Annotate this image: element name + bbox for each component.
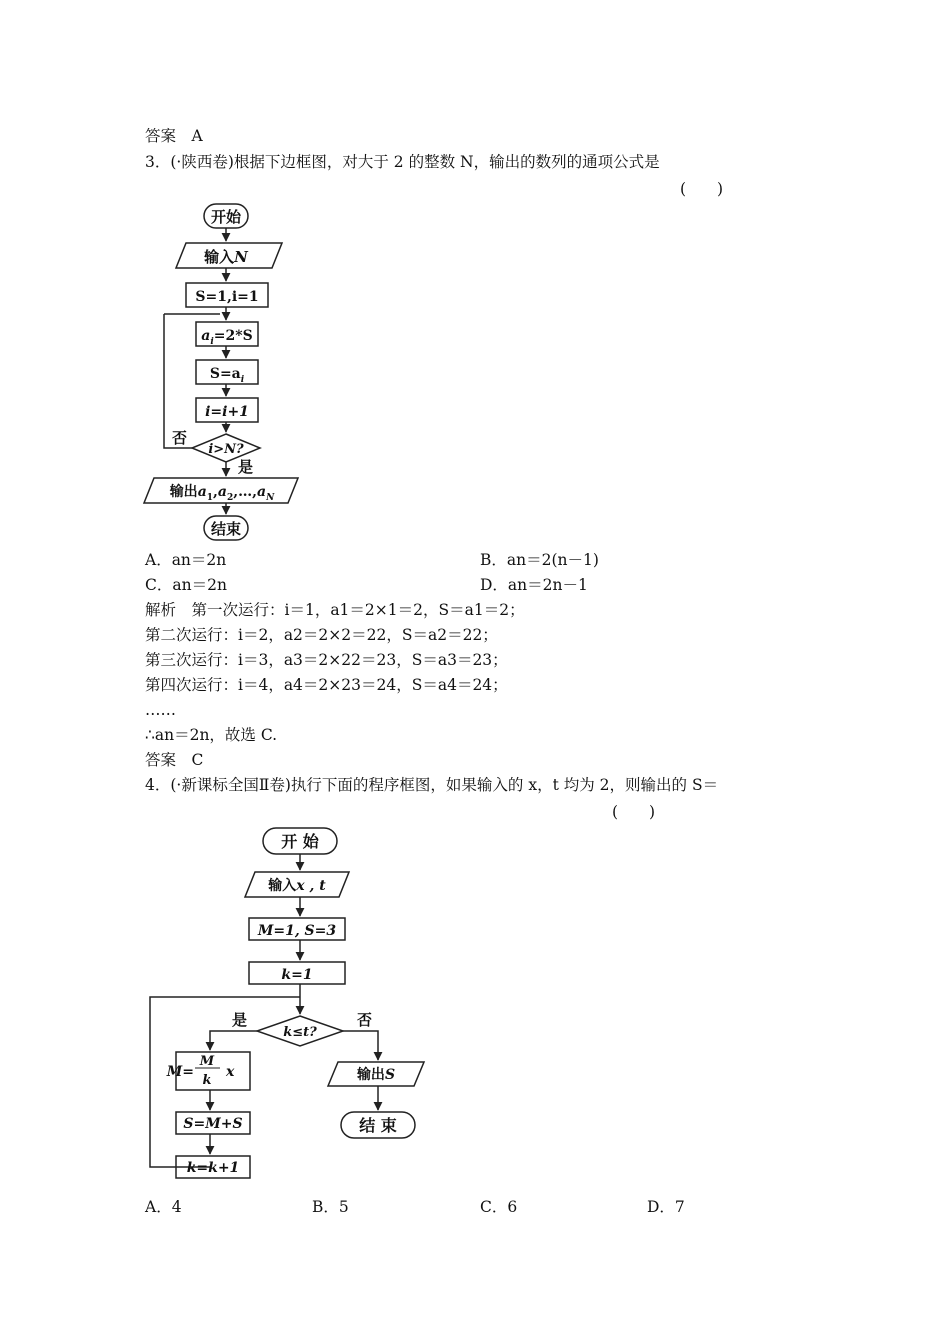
- q4-m-x-label: x: [226, 1064, 235, 1080]
- q4-option-b: B．5: [312, 1198, 349, 1216]
- q3-yes-label: 是: [238, 458, 254, 476]
- q4-answer-paren: ( ): [612, 803, 656, 821]
- q3-assign-s-label: $S=a_i$: [209, 366, 245, 385]
- q3-answer-paren: ( ): [680, 180, 724, 198]
- q4-k-init-label: k=1: [281, 967, 313, 983]
- q3-decision-label: i>N?: [208, 442, 244, 457]
- q4-m-denominator: k: [202, 1073, 212, 1088]
- q3-option-a: A．an＝2n: [145, 551, 227, 569]
- q4-option-a: A．4: [145, 1198, 182, 1216]
- q3-no-label: 否: [172, 429, 188, 447]
- q4-no-label: 否: [357, 1011, 373, 1029]
- q3-input-label: 输入N: [204, 248, 248, 266]
- q3-incr-label: i=i+1: [205, 404, 249, 420]
- q4-stem: 4．(·新课标全国Ⅱ卷)执行下面的程序框图，如果输入的 x，t 均为 2，则输出的 S＝: [145, 776, 719, 794]
- q3-flowchart: [140, 196, 320, 546]
- q3-solution-line-4: 第四次运行：i＝4，a4＝2×23＝24，S＝a4＝24；: [145, 676, 508, 694]
- q3-solution-line-2: 第二次运行：i＝2，a2＝2×2＝22，S＝a2＝22；: [145, 626, 498, 644]
- q4-output-label: 输出S: [356, 1067, 396, 1083]
- q3-start-label: 开始: [210, 208, 242, 226]
- q4-decision-label: k≤t?: [283, 1025, 317, 1040]
- q3-assign-a-label: $a_i=2*S$: [201, 328, 253, 347]
- q3-init-label: S=1,i=1: [195, 289, 259, 305]
- q3-option-d: D．an＝2n－1: [480, 576, 588, 594]
- q3-option-c: C．an＝2n: [145, 576, 227, 594]
- q3-answer: 答案 C: [145, 751, 204, 769]
- q4-flowchart: [140, 822, 440, 1187]
- q4-m-lhs-label: M=: [166, 1064, 194, 1080]
- q3-solution-line-5: ……: [145, 701, 176, 719]
- q4-input-label: 输入x , t: [268, 878, 326, 894]
- q4-option-d: D．7: [647, 1198, 685, 1216]
- q4-m-numerator: M: [199, 1054, 215, 1069]
- q4-s-update-label: S=M+S: [183, 1116, 243, 1132]
- q3-solution-line-6: ∴an＝2n，故选 C.: [145, 726, 278, 744]
- q4-init-label: M=1, S=3: [257, 923, 337, 939]
- q3-output-label: 输出$a_1,a_2,\dots,a_N$: [169, 484, 275, 503]
- q3-solution-line-3: 第三次运行：i＝3，a3＝2×22＝23，S＝a3＝23；: [145, 651, 508, 669]
- q3-stem: 3．(·陕西卷)根据下边框图，对大于 2 的整数 N，输出的数列的通项公式是: [145, 153, 660, 171]
- q4-option-c: C．6: [480, 1198, 518, 1216]
- q3-solution-line-1: 解析 第一次运行：i＝1，a1＝2×1＝2，S＝a1＝2；: [145, 601, 525, 619]
- q4-start-label: 开 始: [281, 832, 319, 851]
- q4-k-incr-label: k=k+1: [186, 1160, 240, 1176]
- q3-end-label: 结束: [210, 520, 242, 538]
- q4-yes-label: 是: [232, 1011, 248, 1029]
- q4-end-label: 结 束: [359, 1116, 397, 1135]
- q3-option-b: B．an＝2(n－1): [480, 551, 599, 569]
- q2-answer: 答案 A: [145, 127, 203, 145]
